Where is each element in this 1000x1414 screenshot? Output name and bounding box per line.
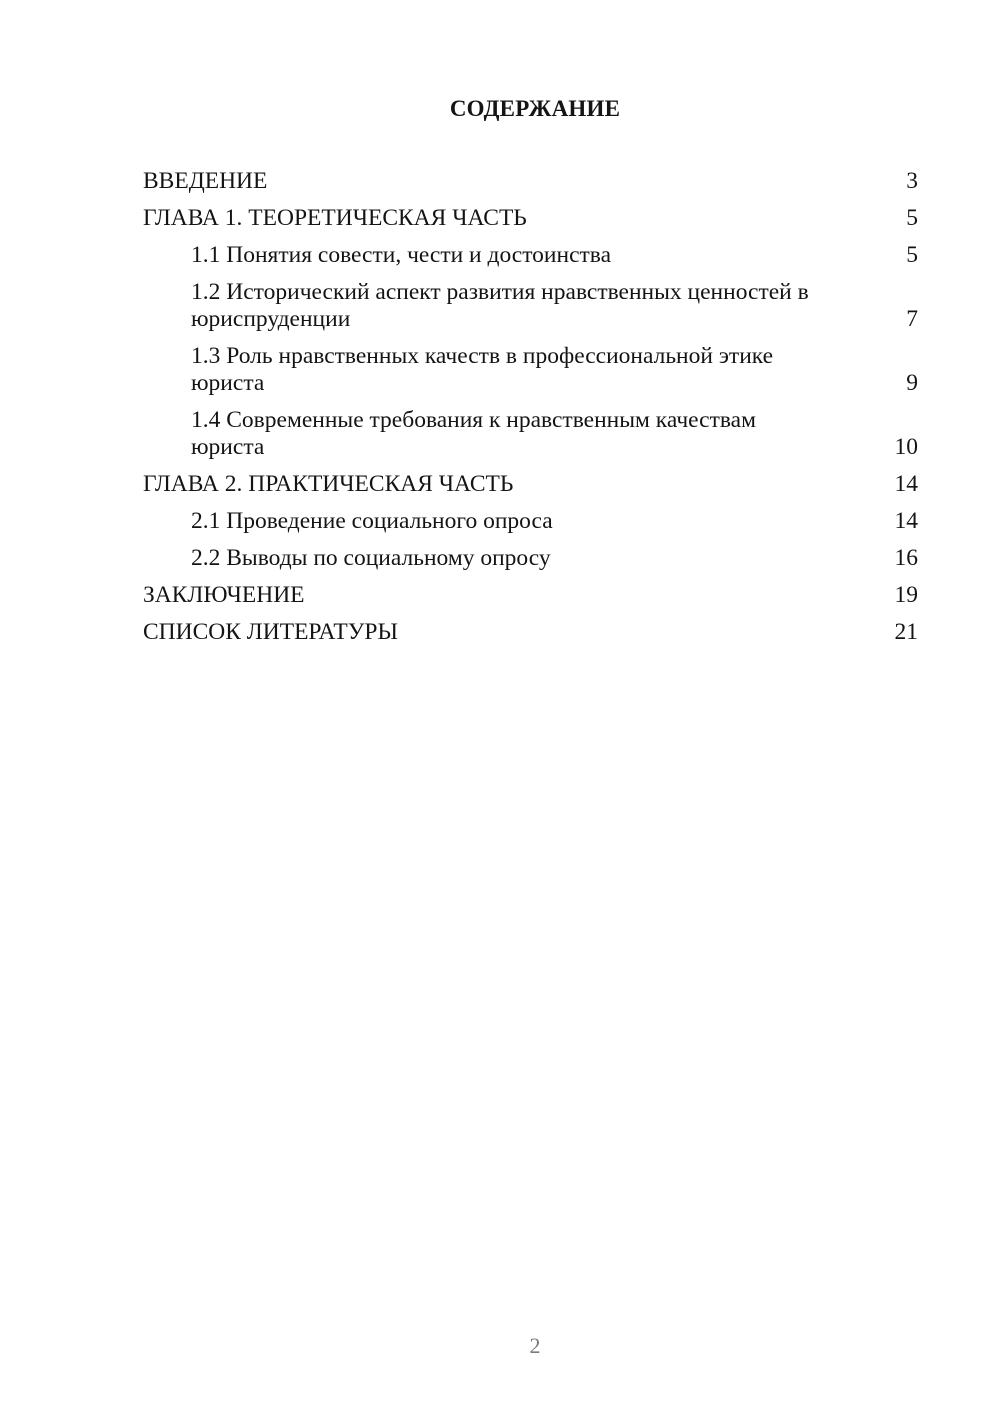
toc-entry-label: 1.3 Роль нравственных качеств в профессиональной этике юриста [191, 343, 774, 396]
toc-entry-page: 14 [894, 508, 918, 534]
toc-entry-label: ГЛАВА 1. ТЕОРЕТИЧЕСКАЯ ЧАСТЬ [143, 205, 527, 231]
toc-entry-label: 1.1 Понятия совести, чести и достоинства [191, 242, 612, 268]
toc-entry-page: 10 [894, 434, 918, 460]
toc-entry-section-1-1[interactable] [143, 242, 918, 269]
page-title: СОДЕРЖАНИЕ [449, 96, 621, 121]
page-number: 2 [529, 1333, 541, 1358]
toc-entry-page: 16 [894, 545, 918, 571]
toc-entry-label: 1.4 Современные требования к нравственным качествам юриста [191, 407, 756, 460]
toc-entry-label: 2.2 Выводы по социальному опросу [191, 545, 551, 571]
toc-entry-section-1-4[interactable] [143, 407, 918, 461]
toc-entry-section-2-2[interactable] [143, 545, 918, 572]
toc-entry-chapter-2[interactable] [143, 471, 918, 498]
toc-entry-label: СПИСОК ЛИТЕРАТУРЫ [143, 619, 398, 645]
toc-entry-page: 21 [894, 619, 918, 645]
toc-entry-page: 3 [906, 168, 918, 194]
toc-entry-label: 2.1 Проведение социального опроса [191, 508, 553, 534]
toc-entry-section-1-2[interactable] [143, 279, 918, 333]
toc-entry-page: 19 [894, 582, 918, 608]
toc-entry-page: 5 [906, 205, 918, 231]
toc-entry-page: 14 [894, 471, 918, 497]
toc-entry-section-2-1[interactable] [143, 508, 918, 535]
toc-entry-references[interactable] [143, 619, 918, 646]
toc-entry-section-1-3[interactable] [143, 343, 918, 397]
toc-entry-label: ВВЕДЕНИЕ [143, 168, 268, 194]
toc-entry-page: 9 [906, 370, 918, 396]
toc-entry-label: ЗАКЛЮЧЕНИЕ [143, 582, 305, 608]
toc-entry-introduction[interactable] [143, 168, 918, 195]
toc-entry-label: ГЛАВА 2. ПРАКТИЧЕСКАЯ ЧАСТЬ [143, 471, 514, 497]
toc-entry-label: 1.2 Исторический аспект развития нравственных ценностей в юриспруденции [191, 279, 809, 332]
toc-entry-conclusion[interactable] [143, 582, 918, 609]
toc-entry-page: 7 [906, 306, 918, 332]
toc-entry-chapter-1[interactable] [143, 205, 918, 232]
table-of-contents [143, 168, 918, 656]
toc-entry-page: 5 [906, 242, 918, 268]
